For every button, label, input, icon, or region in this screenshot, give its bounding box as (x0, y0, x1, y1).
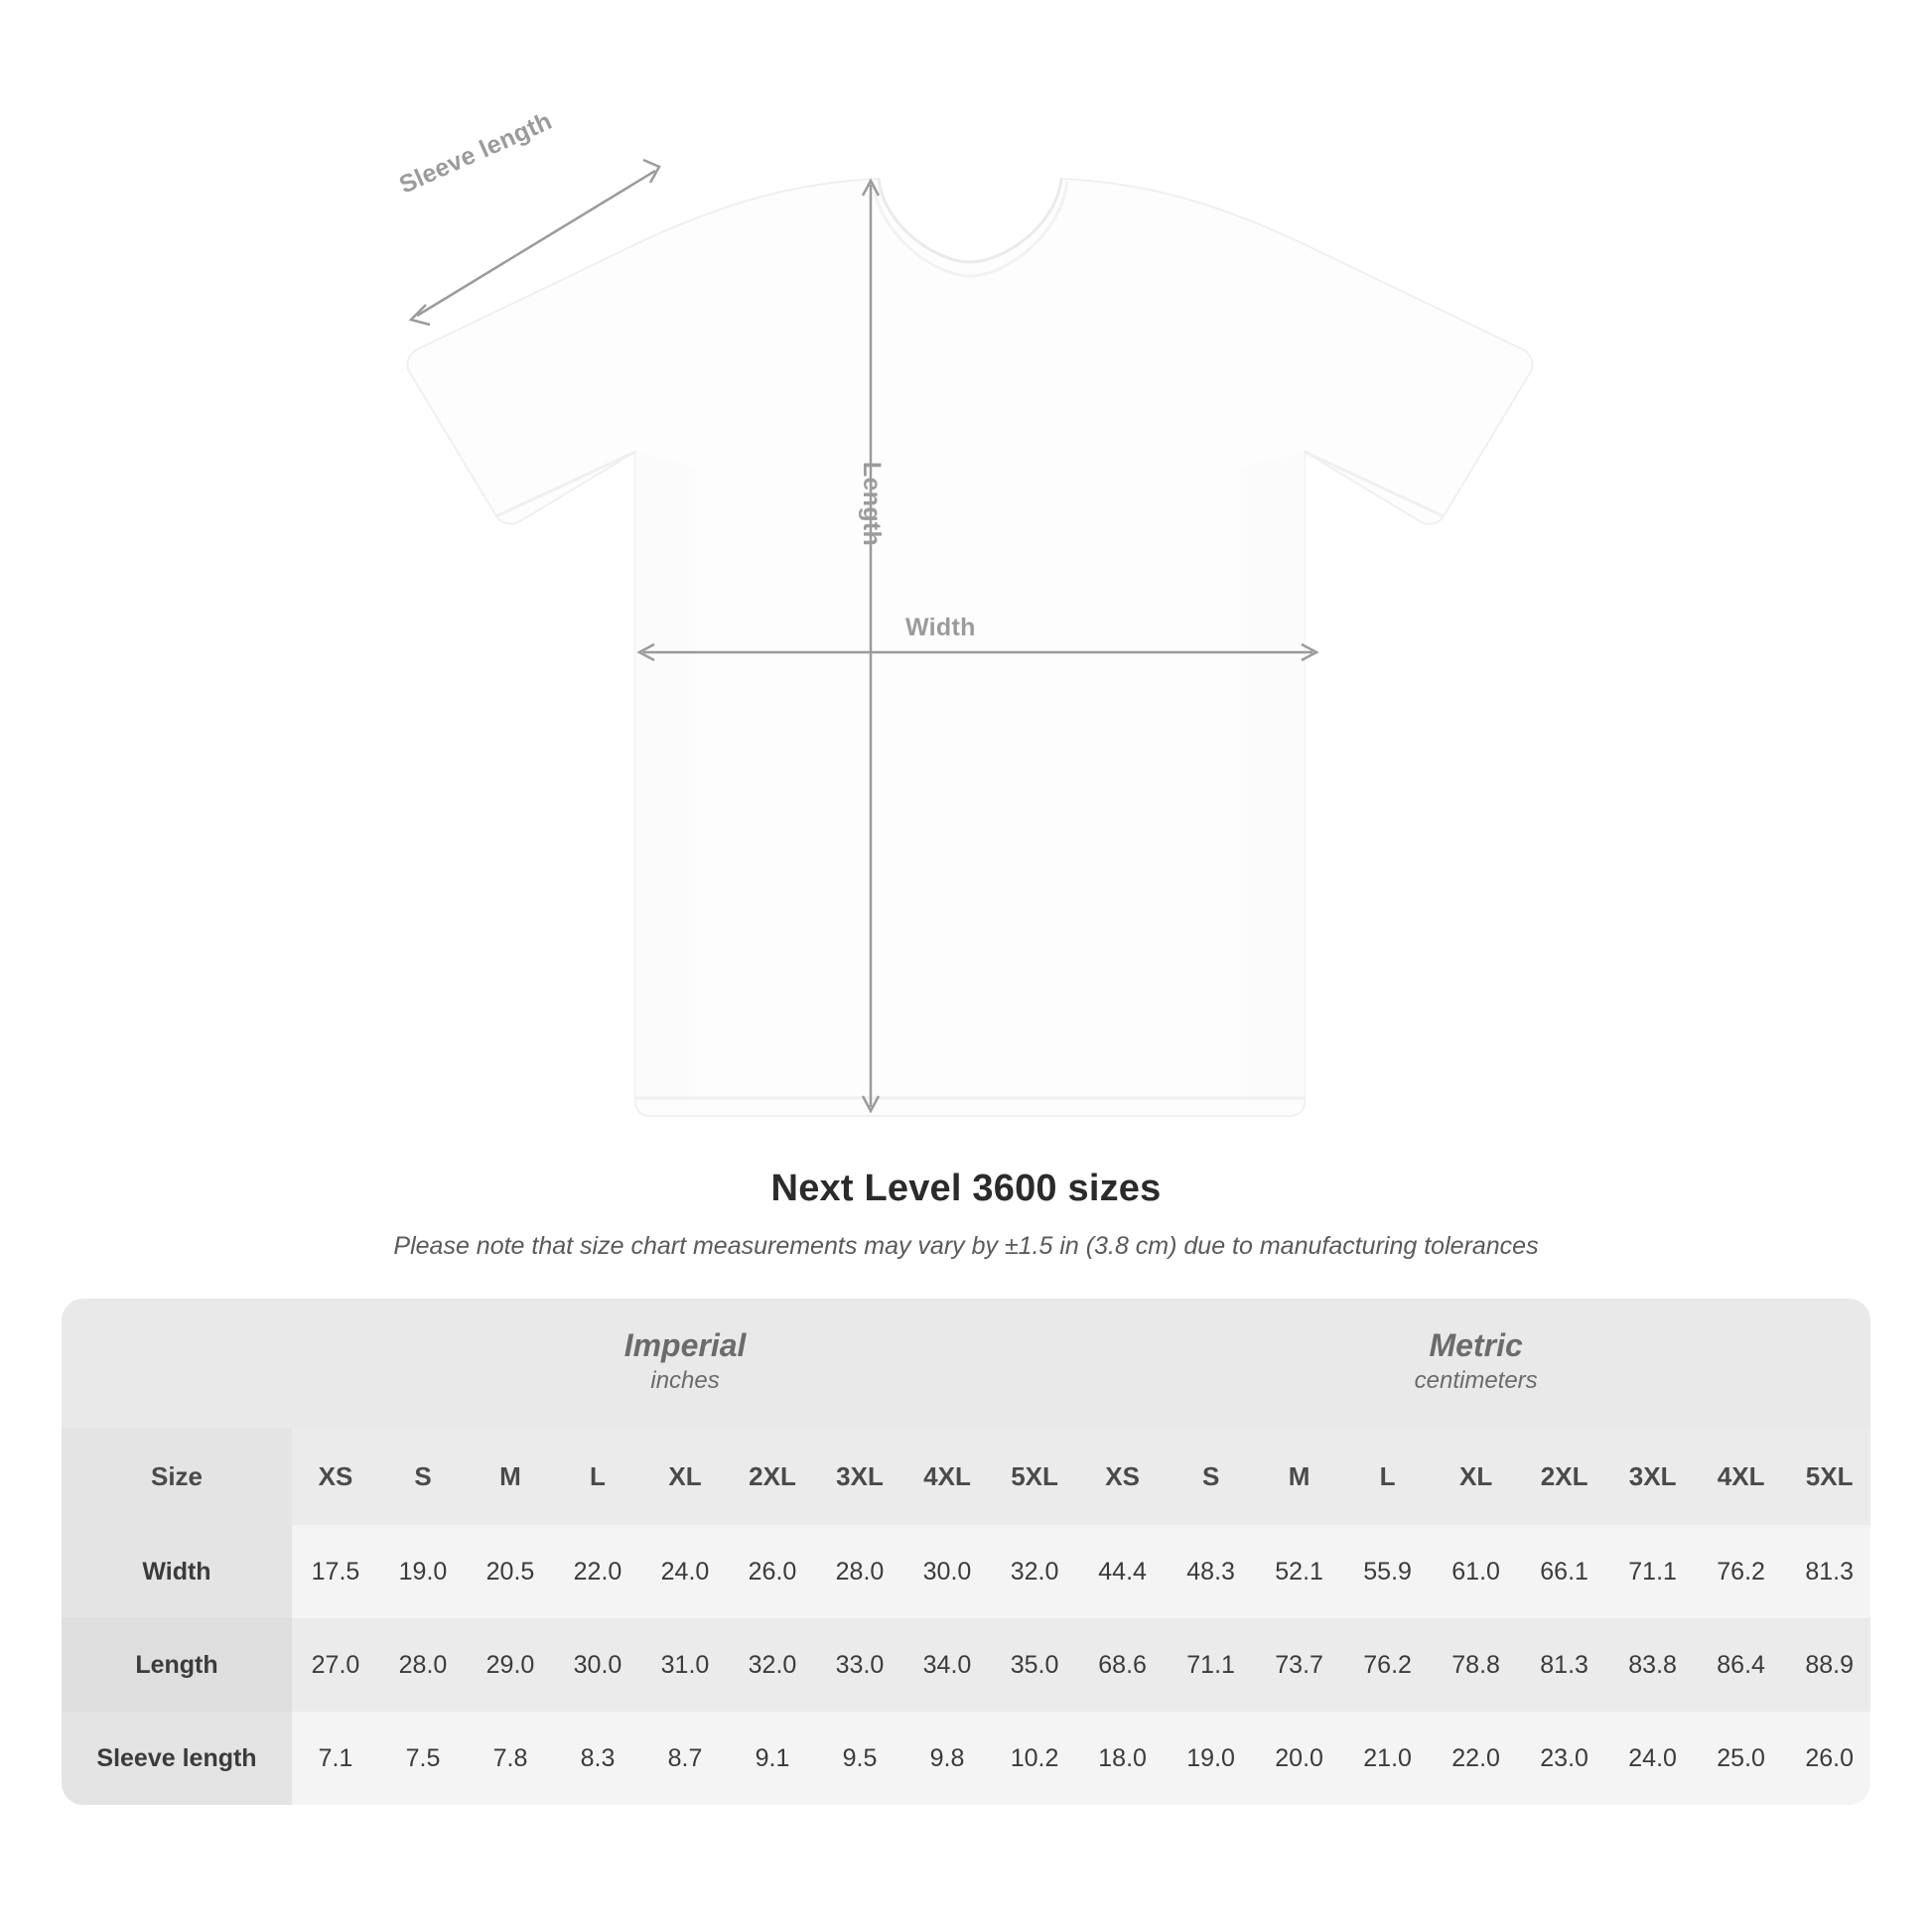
cell-width-imperial-m: 20.5 (467, 1525, 554, 1618)
unit-header-row (62, 1299, 1870, 1428)
page-title: Next Level 3600 sizes (770, 1168, 1162, 1209)
cell-sleeve-imperial-xs: 7.1 (292, 1712, 379, 1805)
cell-width-imperial-xl: 24.0 (641, 1525, 729, 1618)
row-label-width: Width (62, 1525, 292, 1618)
unit-group-metric-name: Metric (1429, 1326, 1523, 1363)
size-col-metric-m: M (1255, 1428, 1343, 1525)
cell-width-metric-s: 48.3 (1167, 1525, 1255, 1618)
cell-width-metric-xs: 44.4 (1078, 1525, 1167, 1618)
cell-sleeve-imperial-xl: 8.7 (641, 1712, 729, 1805)
cell-width-imperial-5xl: 32.0 (991, 1525, 1078, 1618)
size-col-imperial-xl: XL (641, 1428, 729, 1525)
cell-sleeve-metric-5xl: 26.0 (1785, 1712, 1870, 1805)
size-col-imperial-5xl: 5XL (991, 1428, 1078, 1525)
cell-width-metric-4xl: 76.2 (1697, 1525, 1785, 1618)
cell-width-imperial-3xl: 28.0 (816, 1525, 903, 1618)
cell-length-imperial-4xl: 34.0 (903, 1618, 991, 1712)
unit-group-imperial-sub: inches (650, 1367, 720, 1395)
cell-length-metric-xs: 68.6 (1078, 1618, 1167, 1712)
size-header-row (62, 1428, 1870, 1525)
table-row (62, 1618, 1870, 1712)
width-label: Width (905, 614, 976, 641)
tshirt-shape (407, 179, 1532, 1116)
cell-width-metric-5xl: 81.3 (1785, 1525, 1870, 1618)
size-col-metric-s: S (1167, 1428, 1255, 1525)
size-col-imperial-s: S (379, 1428, 467, 1525)
title-block (0, 1168, 1932, 1261)
cell-width-metric-xl: 61.0 (1432, 1525, 1520, 1618)
cell-sleeve-imperial-2xl: 9.1 (729, 1712, 816, 1805)
cell-width-metric-l: 55.9 (1343, 1525, 1432, 1618)
cell-sleeve-imperial-5xl: 10.2 (991, 1712, 1078, 1805)
cell-width-imperial-4xl: 30.0 (903, 1525, 991, 1618)
size-col-imperial-xs: XS (292, 1428, 379, 1525)
cell-width-imperial-s: 19.0 (379, 1525, 467, 1618)
cell-length-metric-4xl: 86.4 (1697, 1618, 1785, 1712)
cell-length-metric-3xl: 83.8 (1608, 1618, 1697, 1712)
size-chart-table (62, 1299, 1870, 1805)
cell-sleeve-metric-m: 20.0 (1255, 1712, 1343, 1805)
cell-sleeve-imperial-4xl: 9.8 (903, 1712, 991, 1805)
unit-group-metric-sub: centimeters (1414, 1367, 1538, 1395)
cell-sleeve-metric-3xl: 24.0 (1608, 1712, 1697, 1805)
size-col-imperial-2xl: 2XL (729, 1428, 816, 1525)
tolerance-note: Please note that size chart measurements may vary by ±1.5 in (3.8 cm) due to manufacturing tolerances (393, 1232, 1539, 1260)
size-label-cell: Size (62, 1428, 292, 1525)
cell-length-imperial-m: 29.0 (467, 1618, 554, 1712)
size-col-metric-l: L (1343, 1428, 1432, 1525)
row-label-sleeve-length: Sleeve length (62, 1712, 292, 1805)
unit-group-metric (1078, 1299, 1870, 1428)
cell-sleeve-metric-s: 19.0 (1167, 1712, 1255, 1805)
cell-length-imperial-l: 30.0 (554, 1618, 641, 1712)
size-col-imperial-m: M (467, 1428, 554, 1525)
table-row (62, 1525, 1870, 1618)
cell-sleeve-metric-l: 21.0 (1343, 1712, 1432, 1805)
cell-width-metric-2xl: 66.1 (1520, 1525, 1608, 1618)
cell-width-metric-3xl: 71.1 (1608, 1525, 1697, 1618)
table-corner-cell (62, 1299, 292, 1428)
cell-length-metric-s: 71.1 (1167, 1618, 1255, 1712)
size-col-metric-3xl: 3XL (1608, 1428, 1697, 1525)
cell-length-imperial-xl: 31.0 (641, 1618, 729, 1712)
cell-length-metric-2xl: 81.3 (1520, 1618, 1608, 1712)
cell-sleeve-metric-xl: 22.0 (1432, 1712, 1520, 1805)
cell-sleeve-imperial-3xl: 9.5 (816, 1712, 903, 1805)
cell-width-imperial-xs: 17.5 (292, 1525, 379, 1618)
size-col-metric-xl: XL (1432, 1428, 1520, 1525)
cell-length-metric-5xl: 88.9 (1785, 1618, 1870, 1712)
size-chart-table-wrapper (62, 1299, 1870, 1805)
cell-sleeve-metric-xs: 18.0 (1078, 1712, 1167, 1805)
cell-width-imperial-l: 22.0 (554, 1525, 641, 1618)
cell-length-metric-m: 73.7 (1255, 1618, 1343, 1712)
cell-width-metric-m: 52.1 (1255, 1525, 1343, 1618)
cell-sleeve-imperial-m: 7.8 (467, 1712, 554, 1805)
size-col-metric-2xl: 2XL (1520, 1428, 1608, 1525)
size-col-imperial-4xl: 4XL (903, 1428, 991, 1525)
size-col-metric-5xl: 5XL (1785, 1428, 1870, 1525)
unit-group-imperial (292, 1299, 1078, 1428)
cell-length-metric-l: 76.2 (1343, 1618, 1432, 1712)
cell-length-imperial-3xl: 33.0 (816, 1618, 903, 1712)
cell-sleeve-metric-2xl: 23.0 (1520, 1712, 1608, 1805)
cell-width-imperial-2xl: 26.0 (729, 1525, 816, 1618)
cell-length-imperial-5xl: 35.0 (991, 1618, 1078, 1712)
cell-length-metric-xl: 78.8 (1432, 1618, 1520, 1712)
size-col-metric-4xl: 4XL (1697, 1428, 1785, 1525)
size-col-metric-xs: XS (1078, 1428, 1167, 1525)
sleeve-length-label: Sleeve length (395, 106, 557, 200)
cell-sleeve-imperial-s: 7.5 (379, 1712, 467, 1805)
cell-length-imperial-s: 28.0 (379, 1618, 467, 1712)
cell-length-imperial-xs: 27.0 (292, 1618, 379, 1712)
unit-group-imperial-name: Imperial (623, 1326, 747, 1363)
size-col-imperial-3xl: 3XL (816, 1428, 903, 1525)
cell-length-imperial-2xl: 32.0 (729, 1618, 816, 1712)
cell-sleeve-imperial-l: 8.3 (554, 1712, 641, 1805)
table-row (62, 1712, 1870, 1805)
cell-sleeve-metric-4xl: 25.0 (1697, 1712, 1785, 1805)
length-label: Length (858, 462, 886, 547)
row-label-length: Length (62, 1618, 292, 1712)
size-col-imperial-l: L (554, 1428, 641, 1525)
